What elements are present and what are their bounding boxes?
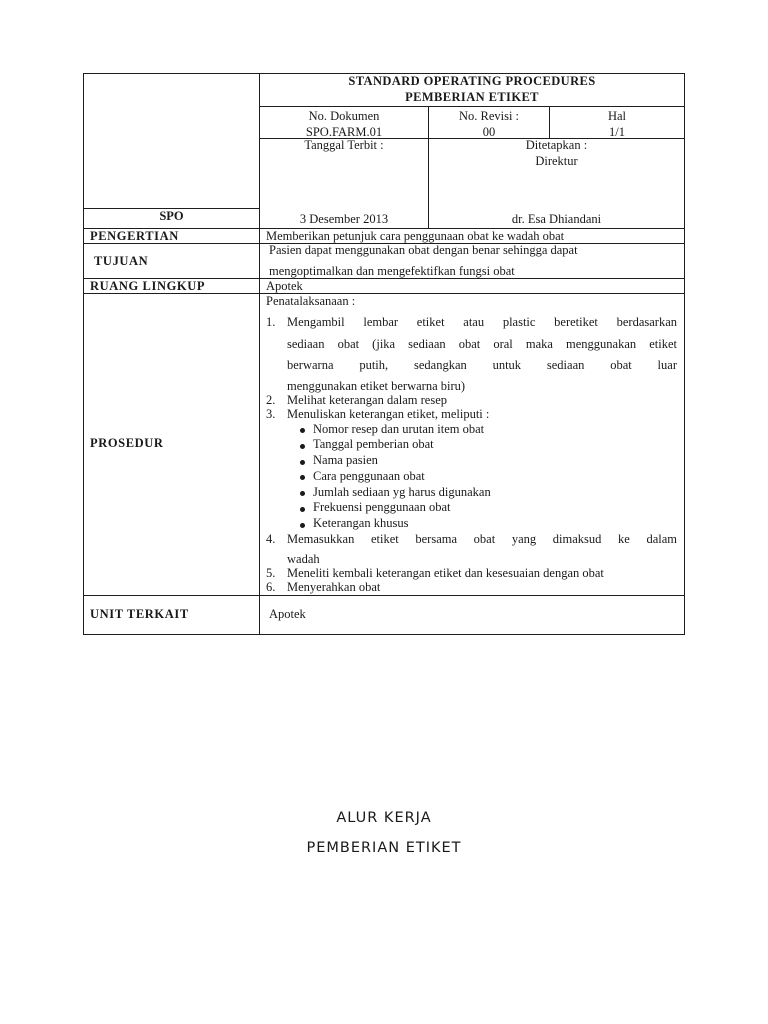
ditetapkan-label: Ditetapkan : bbox=[525, 138, 588, 152]
table-border-left bbox=[83, 73, 84, 635]
table-divider bbox=[83, 595, 685, 596]
bullet-dot bbox=[300, 475, 305, 480]
ruang-lingkup-value: Apotek bbox=[266, 279, 303, 293]
bullet-item: Nomor resep dan urutan item obat bbox=[313, 422, 485, 436]
pengertian-value: Memberikan petunjuk cara penggunaan obat ke wadah obat bbox=[266, 229, 565, 243]
step-number: 1. bbox=[266, 315, 276, 329]
step-number: 4. bbox=[266, 532, 276, 546]
table-border-right bbox=[684, 73, 685, 635]
tanggal-terbit-value: 3 Desember 2013 bbox=[299, 212, 389, 226]
step-text: sediaan obat (jika sediaan obat oral maka menggunakan etiket bbox=[287, 337, 677, 351]
hal-cell bbox=[550, 109, 684, 139]
hal-label: Hal bbox=[607, 109, 627, 123]
bullet-item: Tanggal pemberian obat bbox=[313, 437, 434, 451]
tujuan-line-1: Pasien dapat menggunakan obat dengan benar sehingga dapat bbox=[269, 243, 578, 257]
alur-kerja-subtitle: PEMBERIAN ETIKET bbox=[306, 840, 462, 856]
table-border-bottom bbox=[83, 634, 685, 635]
table-divider bbox=[259, 106, 685, 107]
bullet-item: Frekuensi penggunaan obat bbox=[313, 500, 451, 514]
bullet-dot bbox=[300, 491, 305, 496]
step-text: Mengambil lembar etiket atau plastic beretiket berdasarkan bbox=[287, 315, 677, 329]
step-number: 2. bbox=[266, 393, 276, 407]
pengertian-label: PENGERTIAN bbox=[90, 229, 179, 243]
bullet-dot bbox=[300, 460, 305, 465]
no-revisi-cell bbox=[429, 109, 549, 139]
step-text: menggunakan etiket berwarna biru) bbox=[287, 379, 466, 393]
no-dokumen-cell bbox=[260, 109, 428, 139]
step-number: 5. bbox=[266, 566, 276, 580]
title-line-1: STANDARD OPERATING PROCEDURES bbox=[348, 74, 596, 88]
no-dokumen-value: SPO.FARM.01 bbox=[305, 125, 383, 139]
prosedur-intro: Penatalaksanaan : bbox=[266, 294, 356, 308]
bullet-dot bbox=[300, 507, 305, 512]
ruang-lingkup-label: RUANG LINGKUP bbox=[90, 279, 206, 293]
bullet-item: Jumlah sediaan yg harus digunakan bbox=[313, 485, 491, 499]
unit-terkait-value: Apotek bbox=[269, 607, 306, 621]
alur-kerja-title: ALUR KERJA bbox=[336, 810, 432, 826]
step-text: Meneliti kembali keterangan etiket dan kesesuaian dengan obat bbox=[287, 566, 604, 580]
no-revisi-value: 00 bbox=[482, 125, 496, 139]
step-number: 6. bbox=[266, 580, 276, 594]
bullet-dot bbox=[300, 444, 305, 449]
hal-value: 1/1 bbox=[609, 125, 625, 139]
step-text: wadah bbox=[287, 552, 320, 566]
step-text: Melihat keterangan dalam resep bbox=[287, 393, 447, 407]
bullet-dot bbox=[300, 428, 305, 433]
no-dokumen-label: No. Dokumen bbox=[308, 109, 380, 123]
step-number: 3. bbox=[266, 407, 276, 421]
spo-label: SPO bbox=[159, 209, 184, 223]
ditetapkan-name: dr. Esa Dhiandani bbox=[511, 212, 602, 226]
bullet-item: Keterangan khusus bbox=[313, 516, 409, 530]
step-text: Menuliskan keterangan etiket, meliputi : bbox=[287, 407, 490, 421]
bullet-item: Cara penggunaan obat bbox=[313, 469, 425, 483]
title-line-2: PEMBERIAN ETIKET bbox=[405, 90, 539, 104]
document-title bbox=[260, 74, 684, 104]
step-text: Menyerahkan obat bbox=[287, 580, 381, 594]
step-text: Memasukkan etiket bersama obat yang dimaksud ke dalam bbox=[287, 532, 677, 546]
unit-terkait-label: UNIT TERKAIT bbox=[90, 607, 189, 621]
tujuan-label: TUJUAN bbox=[94, 254, 149, 268]
step-text: berwarna putih, sedangkan untuk sediaan obat luar bbox=[287, 358, 677, 372]
ditetapkan-role: Direktur bbox=[535, 154, 578, 168]
prosedur-label: PROSEDUR bbox=[90, 436, 164, 450]
tanggal-terbit-label: Tanggal Terbit : bbox=[304, 138, 384, 152]
table-column-divider bbox=[259, 73, 260, 635]
tujuan-line-2: mengoptimalkan dan mengefektifkan fungsi obat bbox=[269, 264, 515, 278]
bullet-dot bbox=[300, 523, 305, 528]
bullet-item: Nama pasien bbox=[313, 453, 378, 467]
no-revisi-label: No. Revisi : bbox=[458, 109, 520, 123]
